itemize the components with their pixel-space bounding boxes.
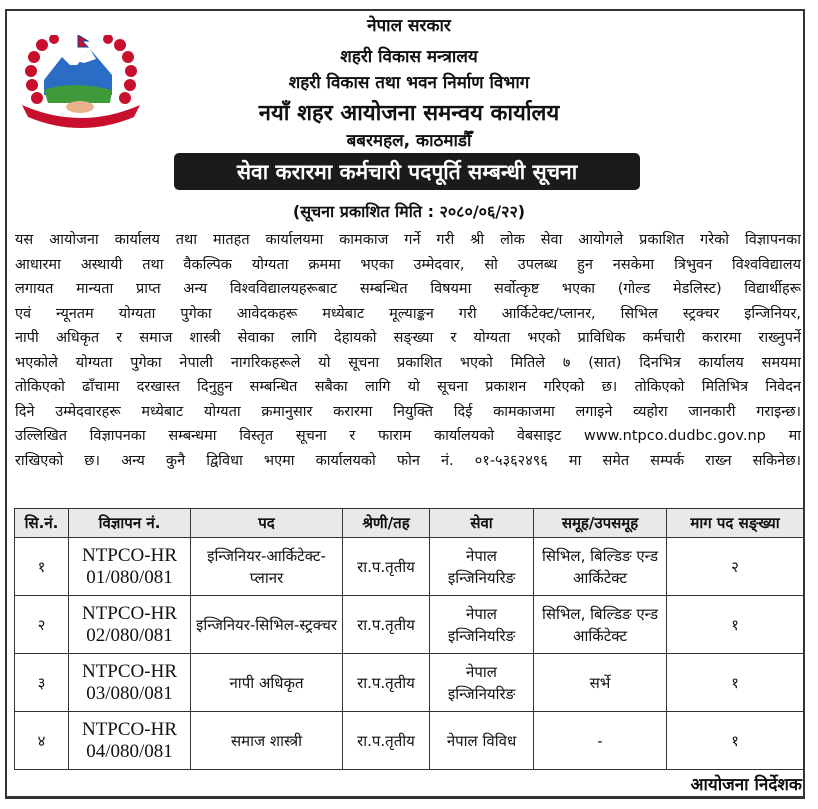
signature: आयोजना निर्देशक [690,775,802,795]
notice-body [15,228,801,473]
header-class: श्रेणी/तह [343,509,430,538]
cell-class: रा.प.तृतीय [343,596,430,654]
notice-title: सेवा करारमा कर्मचारी पदपूर्ति सम्बन्धी सूचना [174,153,640,190]
cell-serial: ३ [15,654,69,712]
cell-post: इन्जिनियर-सिभिल-स्ट्रक्चर [191,596,343,654]
body-line: यस आयोजना कार्यालय तथा मातहत कार्यालयमा कामकाज गर्ने गरी श्री लोक सेवा आयोगले प्रकाशित गरेको विज्ञापनका [15,232,801,248]
cell-serial: ४ [15,712,69,770]
body-line: राखिएको छ। अन्य कुनै द्विविधा भएमा कार्यालयको फोन नं. ०१-५३६२४९६ मा समेत सम्पर्क राख्न सकिनेछ। [15,452,801,469]
cell-ad-number: NTPCO-HR 04/080/081 [69,712,191,770]
header-count: माग पद सङ्ख्या [667,509,804,538]
cell-class: रा.प.तृतीय [343,654,430,712]
cell-count: १ [667,654,804,712]
government-name: नेपाल सरकार [367,16,451,36]
header-post: पद [191,509,343,538]
cell-post: इन्जिनियर-आर्किटेक्ट-प्लानर [191,538,343,596]
table-row [15,654,804,712]
header-ad-number: विज्ञापन नं. [69,509,191,538]
publish-date: (सूचना प्रकाशित मिति : २०८०/०६/२२) [292,202,526,221]
body-line: दिने उम्मेदवारहरू मध्येबाट योग्यता क्रमानुसार करारमा नियुक्ति दिई कामकाजमा लगाइने व्यहोरा जानकारी गराइन्छ। [15,403,801,420]
table-row [15,538,804,596]
body-line: लगायत मान्यता प्राप्त अन्य विश्वविद्यालयहरूबाट सम्बन्धित विषयमा सर्वोत्कृष्ट भएका (गोल्ड मेडलिस्ट) विद्यार्थीहरू [15,281,801,297]
header-serial: सि.नं. [15,509,69,538]
body-line: भएकोले योग्यता पुगेका नेपाली नागरिकहरूले यो सूचना प्रकाशित भएको मितिले ७ (सात) दिनभित्र कार्यालय समयमा [15,354,801,371]
table-row [15,596,804,654]
body-line: उल्लिखित विज्ञापनका सम्बन्धमा विस्तृत सूचना र फाराम कार्यालयको वेबसाइट www.ntpco.dudbc.gov.np मा [15,428,801,444]
cell-class: रा.प.तृतीय [343,538,430,596]
cell-group: सिभिल, बिल्डिङ एन्ड आर्किटेक्ट [534,538,667,596]
cell-ad-number: NTPCO-HR 02/080/081 [69,596,191,654]
office-location: बबरमहल, काठमाडौँ [346,131,472,151]
cell-count: १ [667,712,804,770]
header-group: समूह/उपसमूह [534,509,667,538]
header-service: सेवा [430,509,534,538]
cell-count: २ [667,538,804,596]
cell-class: रा.प.तृतीय [343,712,430,770]
body-line: तोकिएको ढाँचामा दरखास्त दिनुहुन सम्बन्धित सबैका लागि यो सूचना प्रकाशन गरिएको छ। तोकिएको मितिभित्र निवेदन [15,379,801,395]
table-row [15,712,804,770]
cell-group: सर्भे [534,654,667,712]
cell-service: नेपाल विविध [430,712,534,770]
cell-service: नेपाल इन्जिनियरिङ [430,596,534,654]
cell-post: समाज शास्त्री [191,712,343,770]
cell-group: - [534,712,667,770]
office-name: नयाँ शहर आयोजना समन्वय कार्यालय [258,101,560,126]
cell-post: नापी अधिकृत [191,654,343,712]
ministry-name: शहरी विकास मन्त्रालय [340,47,478,67]
cell-service: नेपाल इन्जिनियरिङ [430,538,534,596]
cell-serial: १ [15,538,69,596]
cell-serial: २ [15,596,69,654]
cell-ad-number: NTPCO-HR 03/080/081 [69,654,191,712]
cell-ad-number: NTPCO-HR 01/080/081 [69,538,191,596]
cell-group: सिभिल, बिल्डिङ एन्ड आर्किटेक्ट [534,596,667,654]
department-name: शहरी विकास तथा भवन निर्माण विभाग [288,73,530,93]
body-line: नापी अधिकृत र समाज शास्त्री सेवाका लागि देहायको सङ्ख्या र योग्यता भएको प्राविधिक कर्मचारी करारमा राख्नुपर्ने [15,330,801,346]
body-line: एवं न्यूनतम योग्यता पुगेका आवेदकहरू मध्येबाट मूल्याङ्कन गरी आर्किटेक्ट/प्लानर, सिभिल स्ट्रक्चर इन्जिनियर, [15,305,801,322]
body-line: आधारमा अस्थायी तथा वैकल्पिक योग्यता क्रममा भएका उम्मेदवार, सो उपलब्ध हुन नसकेमा त्रिभुवन विश्वविद्यालय [15,256,801,273]
table-header-row [15,509,804,538]
vacancy-table [14,508,804,770]
cell-count: १ [667,596,804,654]
cell-service: नेपाल इन्जिनियरिङ [430,654,534,712]
